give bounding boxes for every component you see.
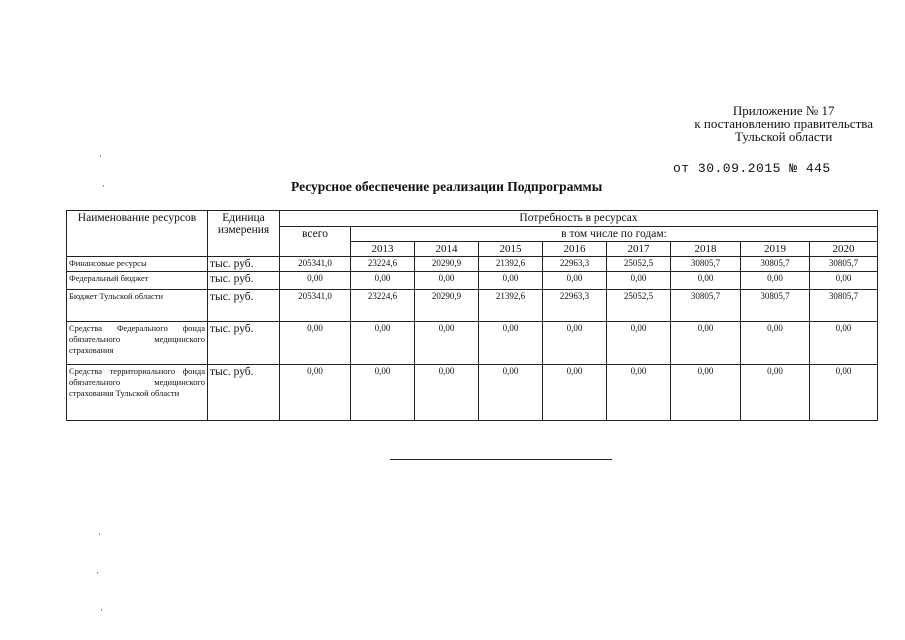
resource-name: Финансовые ресурсы (67, 257, 208, 272)
header-need: Потребность в ресурсах (280, 211, 878, 227)
appendix-number: Приложение № 17 (732, 103, 835, 118)
year-value-cell: 0,00 (415, 365, 479, 421)
table-row (67, 290, 878, 322)
year-value-cell: 30805,7 (810, 257, 878, 272)
scan-speck (101, 609, 102, 611)
year-value-cell: 0,00 (543, 322, 607, 365)
decree-date-number: от 30.09.2015 № 445 (673, 161, 831, 176)
year-value-cell: 0,00 (607, 365, 671, 421)
resource-name: Средства Федерального фонда обязательного медицинского страхования (67, 322, 208, 365)
unit-cell: тыс. руб. (208, 272, 280, 290)
year-header-2019: 2019 (741, 242, 810, 257)
scan-speck (100, 155, 101, 157)
header-resource-name: Наименование ресурсов (67, 211, 208, 257)
year-value-cell: 23224,6 (351, 257, 415, 272)
year-value-cell: 0,00 (479, 272, 543, 290)
year-value-cell: 0,00 (607, 272, 671, 290)
year-value-cell: 30805,7 (671, 290, 741, 322)
table-row (67, 322, 878, 365)
year-header-2018: 2018 (671, 242, 741, 257)
year-value-cell: 30805,7 (671, 257, 741, 272)
year-value-cell: 0,00 (810, 365, 878, 421)
table-row (67, 257, 878, 272)
appendix-decree-ref: к постановлению правительства (694, 116, 873, 131)
year-value-cell: 0,00 (741, 272, 810, 290)
header-total: всего (280, 227, 351, 257)
year-value-cell: 0,00 (351, 365, 415, 421)
year-value-cell: 21392,6 (479, 290, 543, 322)
year-value-cell: 25052,5 (607, 257, 671, 272)
year-value-cell: 0,00 (607, 322, 671, 365)
year-value-cell: 0,00 (810, 322, 878, 365)
year-value-cell: 0,00 (741, 365, 810, 421)
unit-cell: тыс. руб. (208, 257, 280, 272)
year-header-2016: 2016 (543, 242, 607, 257)
year-value-cell: 0,00 (741, 322, 810, 365)
year-value-cell: 30805,7 (741, 257, 810, 272)
year-value-cell: 0,00 (671, 322, 741, 365)
table-row (67, 272, 878, 290)
year-value-cell: 25052,5 (607, 290, 671, 322)
year-value-cell: 0,00 (543, 365, 607, 421)
appendix-region: Тульской области (735, 129, 833, 144)
resources-table (66, 210, 878, 421)
year-value-cell: 23224,6 (351, 290, 415, 322)
scan-speck (97, 572, 98, 574)
table-row (67, 365, 878, 421)
header-unit: Единица измерения (208, 211, 280, 257)
total-cell: 205341,0 (280, 257, 351, 272)
year-value-cell: 20290,9 (415, 257, 479, 272)
year-value-cell: 0,00 (671, 272, 741, 290)
resource-name: Федеральный бюджет (67, 272, 208, 290)
year-header-2017: 2017 (607, 242, 671, 257)
year-header-2020: 2020 (810, 242, 878, 257)
scan-speck (99, 533, 100, 535)
year-value-cell: 22963,3 (543, 257, 607, 272)
unit-cell: тыс. руб. (208, 365, 280, 421)
year-value-cell: 30805,7 (810, 290, 878, 322)
year-value-cell: 0,00 (810, 272, 878, 290)
year-value-cell: 0,00 (415, 322, 479, 365)
year-value-cell: 0,00 (479, 365, 543, 421)
resource-name: Бюджет Тульской области (67, 290, 208, 322)
year-value-cell: 0,00 (479, 322, 543, 365)
total-cell: 0,00 (280, 322, 351, 365)
scan-speck (103, 185, 104, 187)
year-value-cell: 0,00 (671, 365, 741, 421)
year-value-cell: 20290,9 (415, 290, 479, 322)
document-title: Ресурсное обеспечение реализации Подпрограммы (291, 179, 603, 194)
separator-line (390, 459, 612, 460)
appendix-block (694, 104, 873, 143)
total-cell: 205341,0 (280, 290, 351, 322)
total-cell: 0,00 (280, 272, 351, 290)
header-by-years: в том числе по годам: (351, 227, 878, 242)
year-value-cell: 21392,6 (479, 257, 543, 272)
unit-cell: тыс. руб. (208, 290, 280, 322)
year-header-2014: 2014 (415, 242, 479, 257)
unit-cell: тыс. руб. (208, 322, 280, 365)
year-header-2015: 2015 (479, 242, 543, 257)
year-value-cell: 22963,3 (543, 290, 607, 322)
year-header-2013: 2013 (351, 242, 415, 257)
year-value-cell: 30805,7 (741, 290, 810, 322)
total-cell: 0,00 (280, 365, 351, 421)
resource-name: Средства территориального фонда обязательного медицинского страхования Тульской области (67, 365, 208, 421)
year-value-cell: 0,00 (415, 272, 479, 290)
year-value-cell: 0,00 (351, 322, 415, 365)
year-value-cell: 0,00 (351, 272, 415, 290)
year-value-cell: 0,00 (543, 272, 607, 290)
